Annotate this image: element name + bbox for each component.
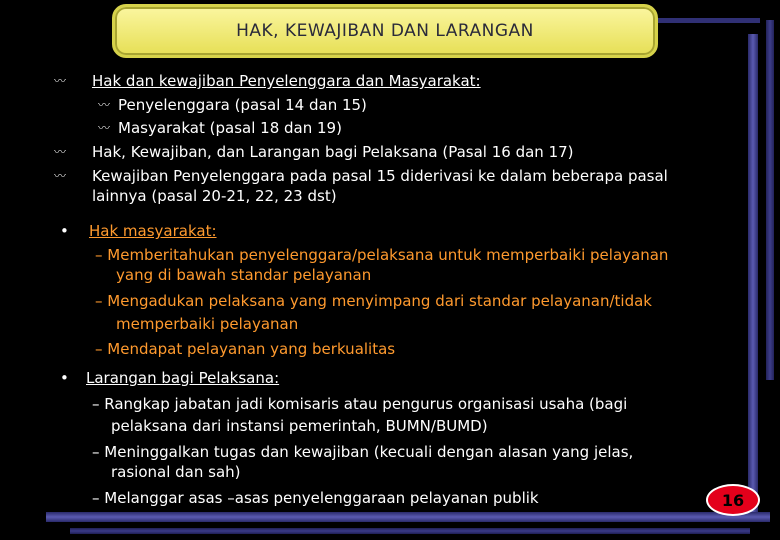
round-dot-icon: • [60,222,69,240]
list-item-continuation: lainnya (pasal 20-21, 22, 23 dst) [92,187,337,205]
list-item: – Mendapat pelayanan yang berkualitas [95,340,396,358]
list-item: – Melanggar asas –asas penyelenggaraan pelayanan publik [92,489,539,507]
page-number: 16 [721,490,745,510]
list-item: Kewajiban Penyelenggara pada pasal 15 diderivasi ke dalam beberapa pasal [92,167,668,185]
curl-bullet-icon: 〰 [54,74,67,88]
curl-bullet-icon: 〰 [54,145,67,159]
list-item: Hak, Kewajiban, dan Larangan bagi Pelaksana (Pasal 16 dan 17) [92,143,574,161]
curl-bullet-icon: 〰 [98,121,111,135]
list-item: – Mengadukan pelaksana yang menyimpang dari standar pelayanan/tidak [95,292,652,310]
list-item-continuation: yang di bawah standar pelayanan [116,266,372,284]
section-heading-larangan: Larangan bagi Pelaksana: [86,369,280,387]
list-item-continuation: pelaksana dari instansi pemerintah, BUMN/BUMD) [111,417,488,435]
curl-bullet-icon: 〰 [98,98,111,112]
section-heading-hak: Hak masyarakat: [89,222,217,240]
list-item: – Rangkap jabatan jadi komisaris atau pengurus organisasi usaha (bagi [92,395,628,413]
round-dot-icon: • [60,369,69,387]
curl-bullet-icon: 〰 [54,169,67,183]
page-title: HAK, KEWAJIBAN DAN LARANGAN [236,21,534,41]
list-item: – Memberitahukan penyelenggara/pelaksana untuk memperbaiki pelayanan [95,246,669,264]
list-item: Masyarakat (pasal 18 dan 19) [118,119,342,137]
list-item-continuation: rasional dan sah) [111,463,241,481]
page-number-badge [706,484,760,516]
list-item: – Meninggalkan tugas dan kewajiban (kecuali dengan alasan yang jelas, [92,443,634,461]
list-item: Hak dan kewajiban Penyelenggara dan Masyarakat: [92,72,481,90]
list-item-continuation: memperbaiki pelayanan [116,315,299,333]
list-item: Penyelenggara (pasal 14 dan 15) [118,96,367,114]
